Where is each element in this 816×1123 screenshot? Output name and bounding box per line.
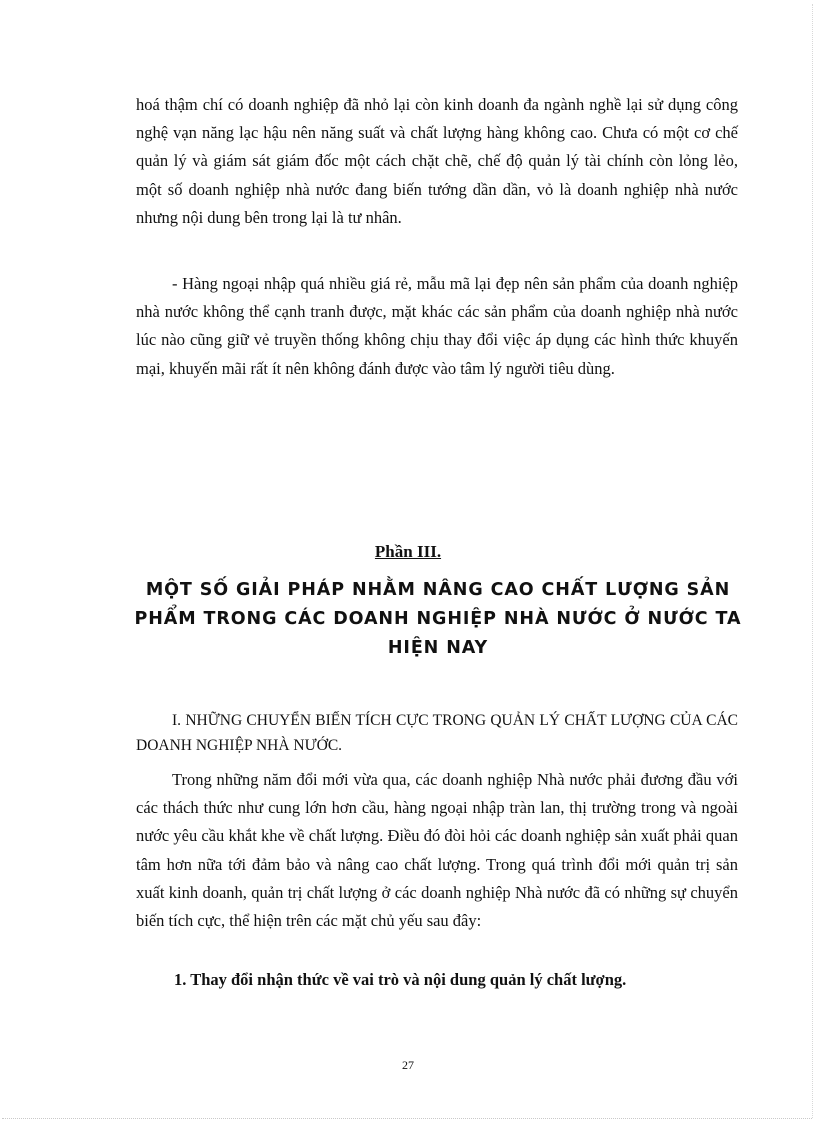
page-number: 27 [402, 1058, 414, 1072]
page-border-bottom [2, 1118, 812, 1119]
section-heading: I. NHỮNG CHUYỂN BIẾN TÍCH CỰC TRONG QUẢN LÝ CHẤT LƯỢNG CỦA CÁC DOANH NGHIỆP NHÀ NƯỚC. [136, 712, 738, 754]
part-label: Phần III. [374, 542, 442, 561]
section-body: Trong những năm đổi mới vừa qua, các doanh nghiệp Nhà nước phải đương đầu với các thách thức như cung lớn hơn cầu, hàng ngoại nhập tràn lan, thị trường trong và ngoài nước yêu cầu khắt khe về chất lượng. Điều đó đòi hỏi các doanh nghiệp sản xuất phải quan tâm hơn nữa tới đảm bảo và nâng cao chất lượng. Trong quá trình đổi mới quản trị sản xuất kinh doanh, quản trị chất lượng ở các doanh nghiệp Nhà nước đã có những sự chuyển biến tích cực, thể hiện trên các mặt chủ yếu sau đây: [136, 770, 738, 931]
paragraph-imports: - Hàng ngoại nhập quá nhiều giá rẻ, mẫu mã lại đẹp nên sản phẩm của doanh nghiệp nhà nước không thể cạnh tranh được, mặt khác các sản phẩm của doanh nghiệp nhà nước lúc nào cũng giữ vẻ truyền thống không chịu thay đổi việc áp dụng các hình thức khuyến mại, khuyến mãi rất ít nên không đánh được vào tâm lý người tiêu dùng. [136, 274, 738, 378]
subsection-heading: 1. Thay đổi nhận thức về vai trò và nội dung quản lý chất lượng. [174, 970, 627, 989]
paragraph-continuation: hoá thậm chí có doanh nghiệp đã nhỏ lại còn kinh doanh đa ngành nghề lại sử dụng công nghệ vạn năng lạc hậu nên năng suất và chất lượng hàng không cao. Chưa có một cơ chế quản lý và giám sát giám đốc một cách chặt chẽ, chế độ quản lý tài chính còn lỏng lẻo, một số doanh nghiệp nhà nước đang biến tướng dần dần, vỏ là doanh nghiệp nhà nước nhưng nội dung bên trong lại là tư nhân. [136, 95, 738, 227]
part-title: MỘT SỐ GIẢI PHÁP NHẰM NÂNG CAO CHẤT LƯỢNG SẢN PHẨM TRONG CÁC DOANH NGHIỆP NHÀ NƯỚC Ở NƯỚC TA HIỆN NAY [134, 580, 742, 658]
page-border-right [812, 4, 813, 1118]
